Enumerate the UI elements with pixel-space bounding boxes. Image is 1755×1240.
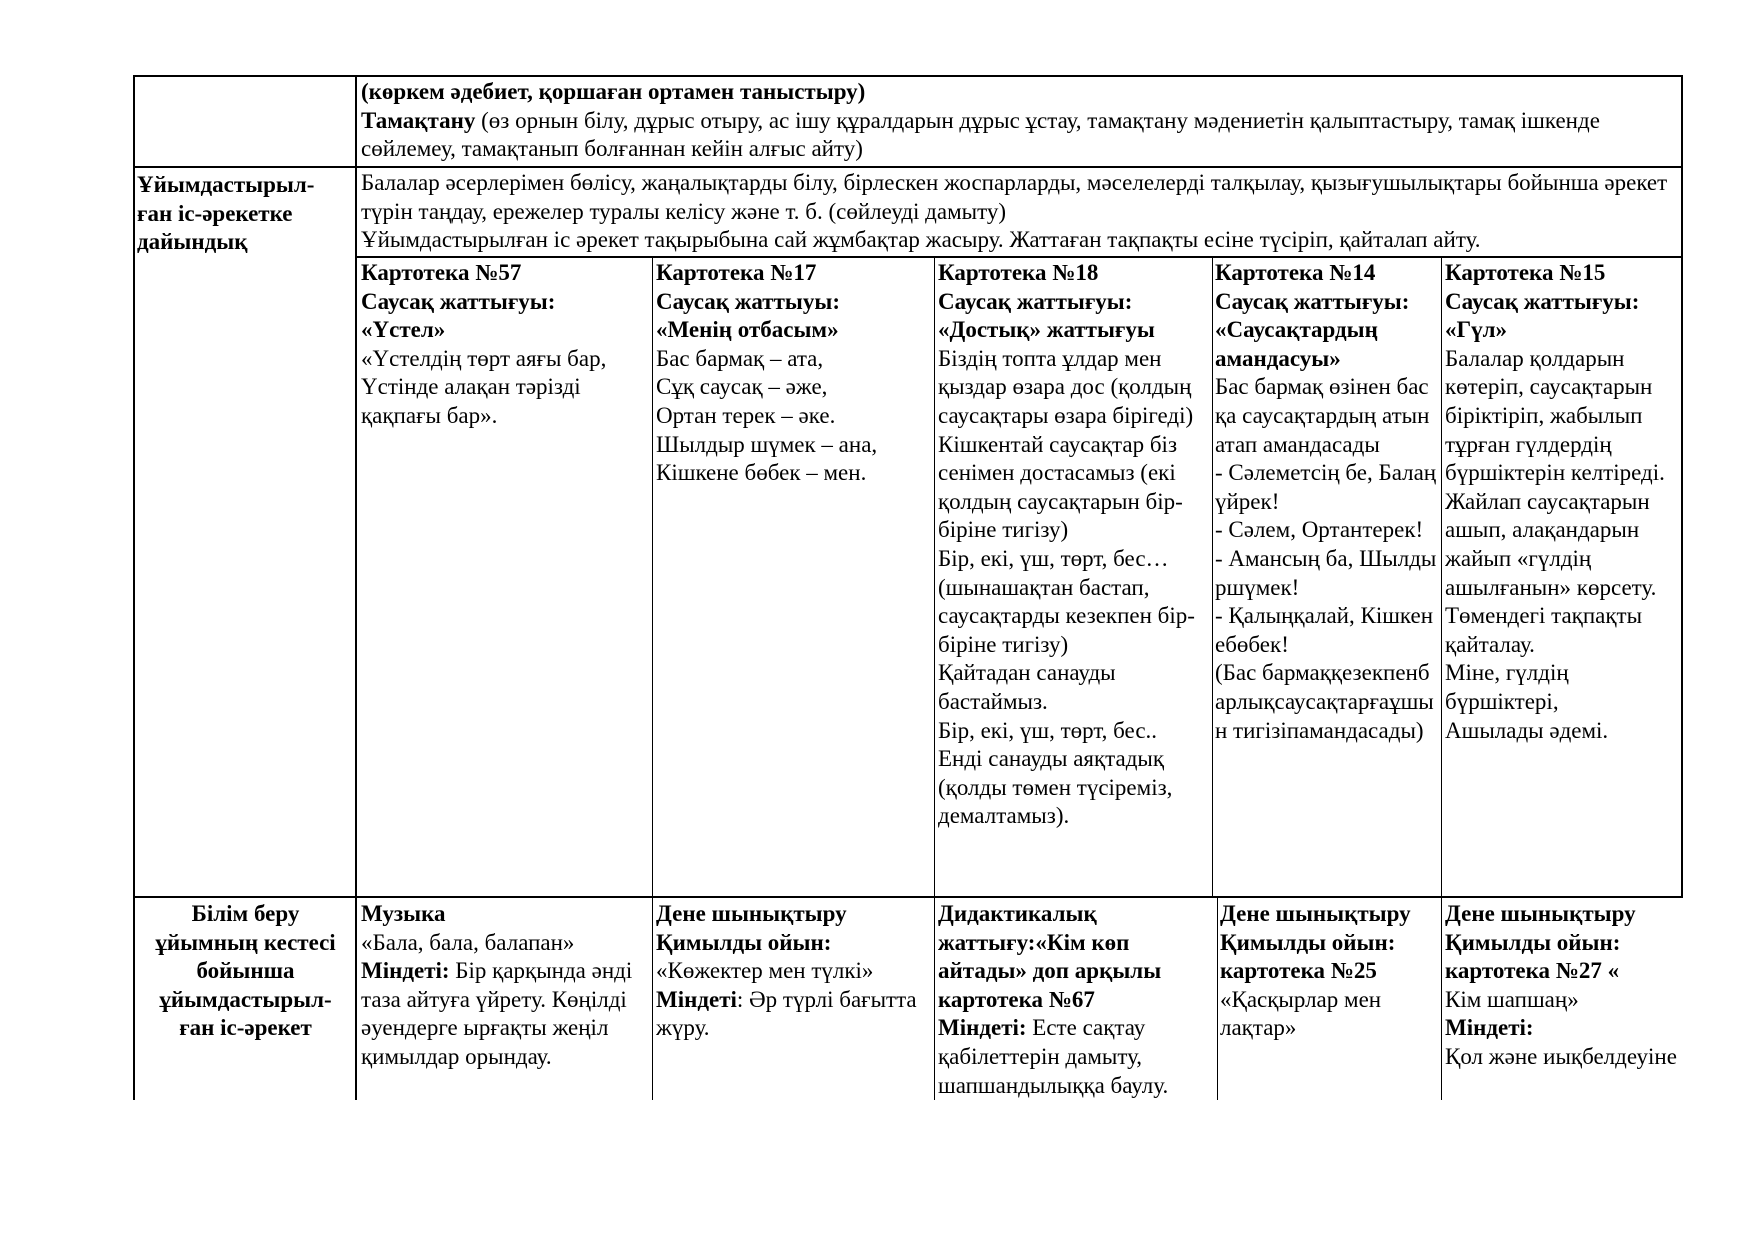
card-14	[1215, 259, 1439, 894]
card-text: Біздің топта ұлдар мен қыздар өзара дос (қолдың саусақтары өзара бірігеді) Кішкентай саусақтар біз сенімен достасамыз (екі қолдың саусақтарын бір-біріне тигізу) Бір, екі, үш, төрт, бес… (шынашақтан бастап, саусақтарды кезекпен бір-біріне тигізу) Қайтадан санауды бастаймыз. Бір, екі, үш, төрт, бес.. Енді санауды аяқтадық (қолды төмен түсіреміз, демалтамыз).	[938, 345, 1195, 829]
row-label-preparation: Ұйымдастырыл-ған іс-әрекетке дайындық	[137, 172, 315, 255]
activity-subtitle: Кім шапшаң»	[1445, 986, 1579, 1012]
meal-paragraph	[361, 107, 1676, 164]
card-text: Балалар қолдарын көтеріп, саусақтарын біріктіріп, жабылып тұрған гүлдердің бүршіктерін келтіреді. Жайлап саусақтарын ашып, алақандарын жайып «гүлдің ашылғанын» көрсету. Төмендегі тақпақты қайталау. Міне, гүлдің бүршіктері, Ашылады әдемі.	[1445, 345, 1665, 743]
activity-title: Дене шынықтыру Қимылды ойын: картотека №27 «	[1445, 901, 1636, 984]
row-divider-1	[133, 166, 1683, 168]
activity-note: (көркем әдебиет, қоршаған ортамен таныстыру)	[361, 79, 866, 104]
activity-task	[361, 957, 651, 1071]
card-title: Картотека №14 Саусақ жаттығуы: «Саусақтардың амандасуы»	[1215, 260, 1410, 371]
activity-title: Музыка	[361, 901, 446, 926]
column-divider-2	[652, 256, 653, 1100]
activity-task	[656, 986, 932, 1043]
table-border-left	[133, 75, 135, 1100]
row-divider-2	[133, 896, 1683, 898]
task-text: Есте сақтау қабілеттерін дамыту, шапшандылыққа баулу.	[938, 1015, 1169, 1098]
activity-title: Дене шынықтыру Қимылды ойын: картотека №25	[1220, 901, 1411, 984]
task-text: : Әр түрлі бағытта жүру.	[656, 986, 917, 1041]
card-17	[656, 259, 932, 894]
activity-subtitle: «Бала, бала, балапан»	[361, 929, 575, 955]
task-label: Міндеті:	[938, 1015, 1027, 1041]
task-text: Қол және иықбелдеуіне	[1445, 1043, 1677, 1069]
activity-physical-2	[1220, 900, 1438, 1100]
meal-title: Тамақтану	[361, 107, 476, 133]
task-label: Міндеті:	[1445, 1015, 1534, 1041]
card-18	[938, 259, 1210, 894]
preparation-intro-text: Балалар әсерлерімен бөлісу, жаңалықтарды білу, бірлескен жоспарларды, мәселелерді талқылау, қызығушылықтары бойынша әрекет түрін таңдау, ережелер туралы келісу және т. б. (сөйлеуді дамыту)	[361, 170, 1668, 224]
preparation-intro	[361, 169, 1678, 257]
card-title: Картотека №17 Саусақ жаттыуы: «Менің отбасым»	[656, 260, 840, 343]
meal-description: (өз орнын білу, дұрыс отыру, ас ішу құралдарын дұрыс ұстау, тамақтану мәдениетін қалыптастыру, тамақ ішкенде сөйлемеу, тамақтанып болғаннан кейін алғыс айту)	[361, 107, 1600, 162]
activity-task	[938, 1014, 1214, 1100]
activity-subtitle: «Қасқырлар мен лақтар»	[1220, 986, 1382, 1041]
card-text: Бас бармақ – ата, Сұқ саусақ – әже, Ортан терек – әке. Шылдыр шүмек – ана, Кішкене бөбек – мен.	[656, 345, 878, 486]
table-border-right	[1681, 75, 1683, 897]
card-15	[1445, 259, 1679, 894]
preparation-riddles-text: Ұйымдастырылған іс әрекет тақырыбына сай жұмбақтар жасыру. Жаттаған тақпақты есіне түсіріп, қайталап айту.	[361, 227, 1481, 253]
card-text: Бас бармақ өзінен басқа саусақтардың атын атап амандасады - Сәлеметсің бе, Балаңүйрек! - Сәлем, Ортантерек! - Амансың ба, Шылдыршүмек! - Қалыңқалай, Кішкенебөбек! (Бас бармаққезекпенбарлықсаусақтарғаұшын тигізіпамандасады)	[1215, 374, 1437, 743]
card-title: Картотека №18 Саусақ жаттығуы: «Достық» жаттығуы	[938, 260, 1155, 343]
column-divider-main	[355, 75, 357, 1100]
activity-title: Дидактикалық жаттығу:«Кім көп айтады» доп арқылы картотека №67	[938, 901, 1162, 1012]
meal-cell	[361, 78, 1676, 166]
column-divider-3	[934, 256, 935, 1100]
column-divider-4-lower	[1217, 897, 1218, 1100]
plan-table	[133, 75, 1683, 1100]
card-text: «Үстелдің төрт аяғы бар, Үстінде алақан тәрізді қақпағы бар».	[361, 345, 607, 428]
activity-title: Дене шынықтыру Қимылды ойын:	[656, 901, 847, 955]
column-divider-5	[1441, 256, 1442, 1100]
card-title: Картотека №57 Саусақ жаттығуы: «Үстел»	[361, 260, 556, 343]
activity-physical-1	[656, 900, 932, 1100]
row-label-organized-activity: Білім беру ұйымның кестесі бойынша ұйымдастырыл-ған іс-әрекет	[155, 901, 336, 1041]
card-title: Картотека №15 Саусақ жаттығуы: «Гүл»	[1445, 260, 1640, 343]
card-57	[361, 259, 649, 894]
task-text: Бір қарқында әнді таза айтуға үйрету. Көңілді әуендерге ырғақты жеңіл қимылдар орындау.	[361, 958, 633, 1069]
task-label: Міндеті	[656, 986, 737, 1012]
task-label: Міндеті:	[361, 958, 450, 984]
column-divider-4	[1212, 256, 1213, 896]
activity-physical-3	[1445, 900, 1679, 1100]
activity-music	[361, 900, 651, 1100]
activity-subtitle: «Көжектер мен түлкі»	[656, 958, 874, 984]
activity-didactic	[938, 900, 1214, 1100]
table-border-top	[133, 75, 1683, 77]
